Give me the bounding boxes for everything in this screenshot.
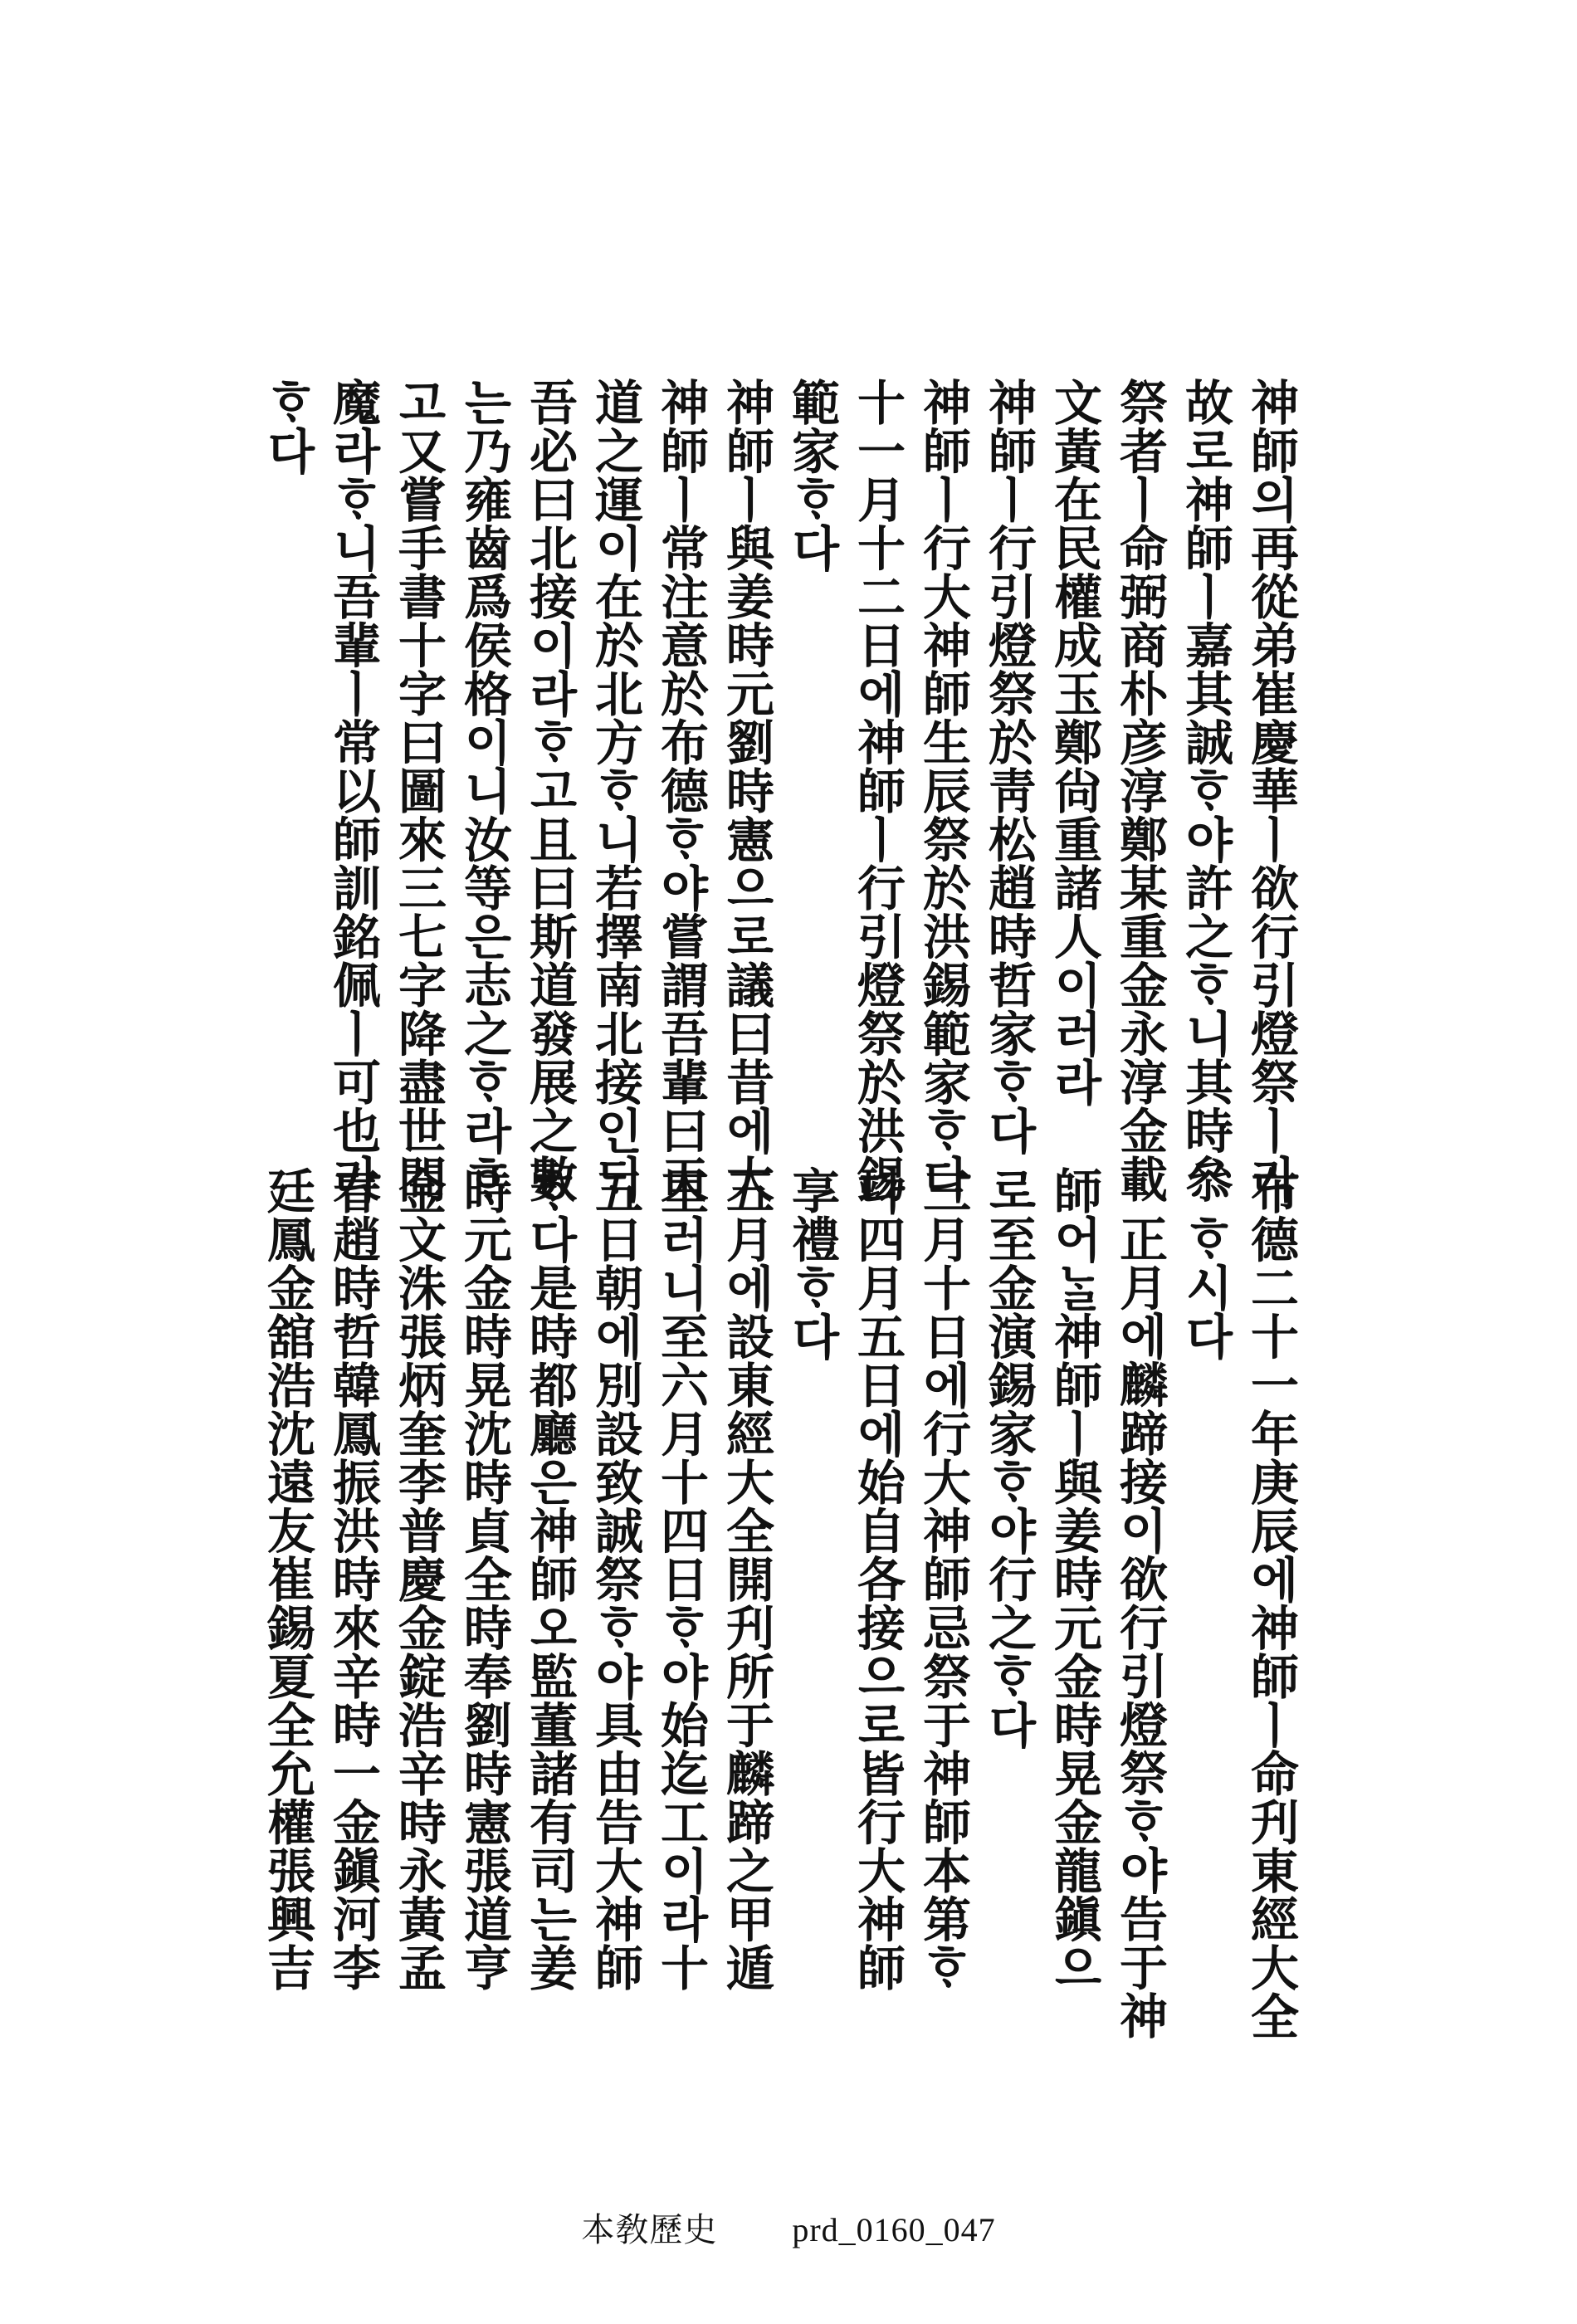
text-column: 三月十日에行大神師忌祭于神師本第ᄒᆞ (915, 1166, 971, 1992)
text-column: 故로神師ㅣ嘉其誠ᄒᆞ야許之ᄒᆞ니其時叅 (1177, 378, 1233, 1204)
text-column: 十一月十二日에神師ㅣ行引燈祭於洪錫 (849, 378, 906, 1204)
text-column: 神師ㅣ行大神師生辰祭於洪錫範家ᄒᆞ다 (915, 378, 971, 1204)
text-column: 文黃在民權成玉鄭尙重諸人이러라 (1046, 378, 1102, 1106)
text-column: 範家ᄒᆞ다 (784, 378, 840, 572)
text-column: ᄒᆞ다是時都廳은神師오監董諸有司는姜 (521, 1166, 578, 1992)
text-column: 魔라ᄒᆞ니吾輩ㅣ常以師訓銘佩ㅣ可也라 (325, 378, 381, 1204)
text-column: 春趙時哲韓鳳振洪時來辛時一金鎭河李 (325, 1166, 381, 1992)
text-column: 享禮ᄒᆞ다 (784, 1166, 840, 1360)
book-title: 本敎歷史 (581, 2211, 718, 2248)
text-column: 里러니至六月十四日ᄒᆞ야始迄工이라十 (652, 1166, 709, 1992)
text-column: 金文洙張炳奎李普慶金錠浩辛時永黃孟 (390, 1166, 447, 1992)
text-column: 다四月五日에始自各接으로皆行大神師 (849, 1166, 906, 1992)
text-column: 神師ㅣ與姜時元劉時憲으로議曰昔에大 (718, 378, 774, 1204)
text-column: 五月에設東經大全開刋所于麟蹄之甲遁 (718, 1166, 774, 1992)
text-column: 神師의再從弟崔慶華ㅣ欲行引燈祭ㅣ라 (1243, 378, 1299, 1204)
text-column: 고又嘗手書十字曰圖來三七字降盡世間 (390, 378, 447, 1204)
text-column: 師어ᄂᆞᆯ神師ㅣ與姜時元金時晃金龍鎭으 (1046, 1166, 1102, 1992)
text-column: 로至金演錫家ᄒᆞ야行之ᄒᆞ다 (980, 1166, 1037, 1749)
text-column: 神師ㅣ行引燈祭於靑松趙時哲家ᄒᆞ다 (980, 378, 1037, 1155)
text-column: 는乃雍齒爲侯格이니汝等은志之ᄒᆞ라ᄒᆞ (456, 378, 512, 1204)
text-column: 五日朝에別設致誠祭ᄒᆞ야具由告大神師 (587, 1166, 643, 1992)
text-column: ᄒᆞ시다 (1177, 1214, 1233, 1360)
text-column: 道之運이在於北方ᄒᆞ니若擇南北接인ᄃᆡ (587, 378, 643, 1204)
page-code: prd_0160_047 (792, 2211, 996, 2248)
text-column: 正月에麟蹄接이欲行引燈祭ᄒᆞ야告于神 (1111, 1214, 1168, 2040)
upper-text-block (259, 378, 1303, 1204)
lower-text-block (259, 1166, 1303, 2040)
text-column: 祭者ㅣ命弼商朴彦淳鄭某重金永淳金載 (1111, 378, 1168, 1204)
text-column: 布德二十一年庚辰에神師ㅣ命刋東經大全 (1243, 1166, 1299, 2040)
text-column: 時元金時晃沈時貞全時奉劉時憲張道亨 (456, 1166, 512, 1992)
text-column: 神師ㅣ常注意於布德ᄒᆞ야嘗謂吾輩曰天 (652, 378, 709, 1204)
text-column: ᄒᆞ다 (259, 378, 315, 475)
text-column: 廷鳳金舘浩沈遠友崔錫夏全允權張興吉 (259, 1166, 315, 1992)
page-footer (0, 2204, 1577, 2251)
text-column: 吾必曰北接이라ᄒᆞ고且曰斯道發展之數 (521, 378, 578, 1204)
